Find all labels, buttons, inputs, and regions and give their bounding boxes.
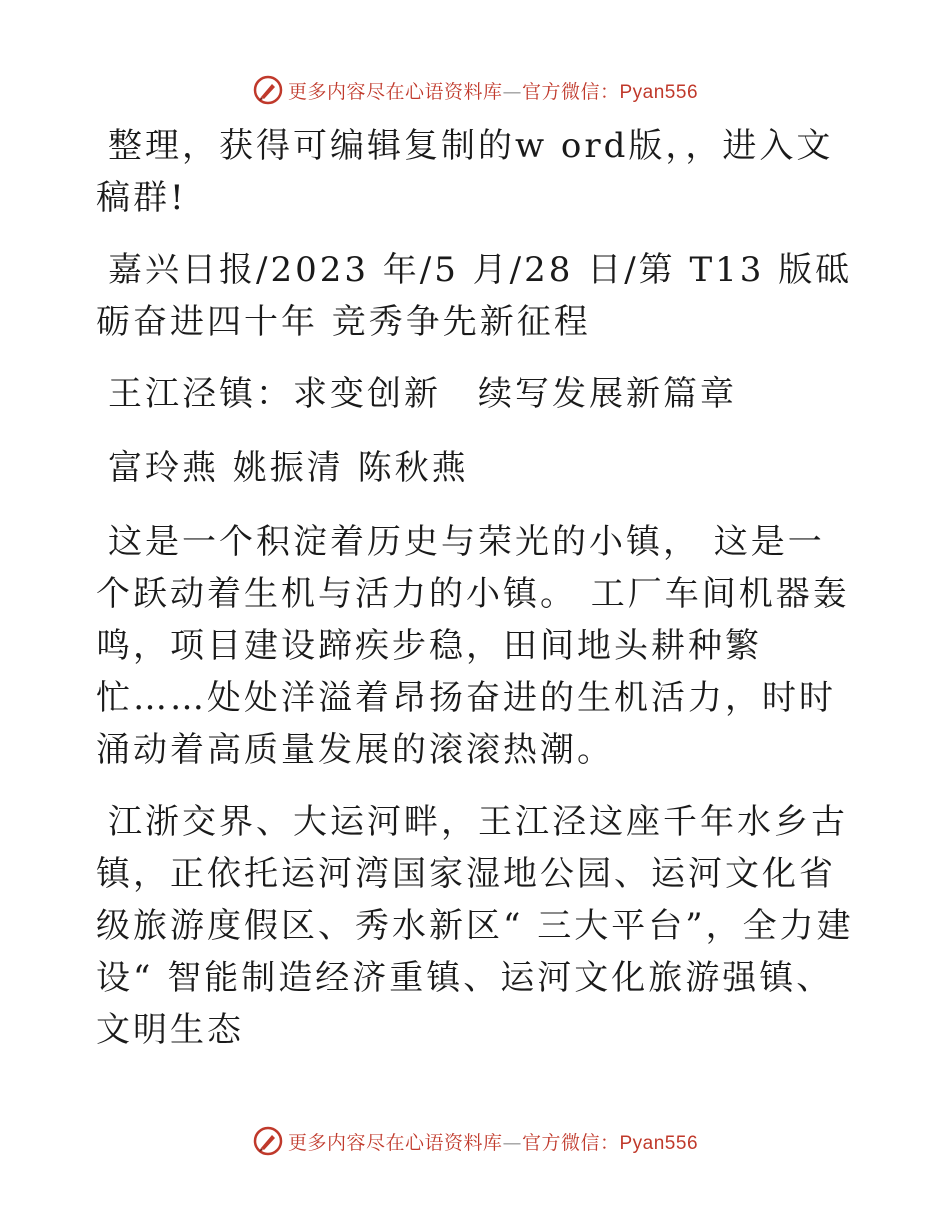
watermark-text xyxy=(288,77,698,104)
intro-paragraph: 整理，获得可编辑复制的w ord版，，进入文稿群! xyxy=(96,126,834,218)
source-line: 嘉兴日报/2023 年/5 月/28 日/第 T13 版砥砺奋进四十年 竞秀争先新征程 xyxy=(96,250,853,342)
watermark-label: 官方微信： xyxy=(521,80,620,103)
header-watermark xyxy=(0,70,950,110)
watermark-dash: — xyxy=(502,1131,522,1154)
pen-logo-icon xyxy=(252,74,284,106)
body-paragraph: 这是一个积淀着历史与荣光的小镇， 这是一个跃动着生机与活力的小镇。 工厂车间机器轰鸣，项目建设蹄疾步稳，田间地头耕种繁忙……处处洋溢着昂扬奋进的生机活力，时时涌动着高质量发展的滚滚热潮。 xyxy=(96,522,850,770)
document-body xyxy=(96,120,856,1076)
watermark-dash: — xyxy=(502,80,522,103)
article-title: 王江泾镇：求变创新 续写发展新篇章 xyxy=(108,374,737,414)
watermark-cn: 更多内容尽在心语资料库 xyxy=(287,1131,503,1154)
watermark-cn: 更多内容尽在心语资料库 xyxy=(287,80,503,103)
watermark-label: 官方微信： xyxy=(521,1131,620,1154)
body-paragraph: 江浙交界、大运河畔，王江泾这座千年水乡古镇，正依托运河湾国家湿地公园、运河文化省级旅游度假区、秀水新区“ 三大平台”，全力建设“ 智能制造经济重镇、运河文化旅游强镇、文明生态 xyxy=(96,802,854,1050)
watermark-handle: Pyan556 xyxy=(619,1132,699,1154)
watermark-handle: Pyan556 xyxy=(619,81,699,103)
pen-logo-icon xyxy=(252,1125,284,1157)
watermark-text xyxy=(288,1128,698,1155)
authors-line: 富玲燕 姚振清 陈秋燕 xyxy=(108,448,469,488)
footer-watermark xyxy=(0,1121,950,1161)
